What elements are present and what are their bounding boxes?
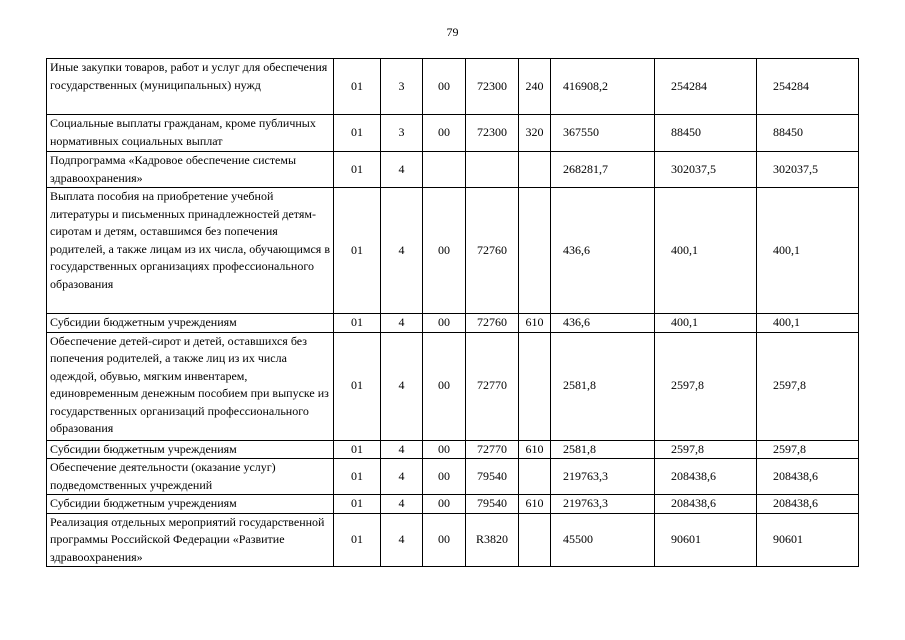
row-name: Субсидии бюджетным учреждениям bbox=[47, 495, 334, 514]
table-row bbox=[47, 332, 859, 440]
expense-type-code bbox=[519, 459, 551, 495]
row-name: Выплата пособия на приобретение учебной литературы и письменных принадлежностей детям-сиротам и детям, оставшимся без попечения родителей, а также лицам из их числа, обучающимся в государственных организациях профессионального образования bbox=[47, 188, 334, 314]
amount-col2: 208438,6 bbox=[655, 459, 757, 495]
amount-col2: 302037,5 bbox=[655, 152, 757, 188]
table-row bbox=[47, 115, 859, 152]
expense-type-code: 240 bbox=[519, 59, 551, 115]
subsection-code: 4 bbox=[381, 188, 423, 314]
section-code: 01 bbox=[334, 440, 381, 459]
sub-code: 00 bbox=[423, 459, 466, 495]
table-row bbox=[47, 495, 859, 514]
row-name: Подпрограмма «Кадровое обеспечение системы здравоохранения» bbox=[47, 152, 334, 188]
amount-col3: 88450 bbox=[757, 115, 859, 152]
subsection-code: 4 bbox=[381, 459, 423, 495]
target-code: 79540 bbox=[466, 495, 519, 514]
amount-col3: 208438,6 bbox=[757, 459, 859, 495]
table-row bbox=[47, 59, 859, 115]
page-number: 79 bbox=[446, 25, 459, 39]
section-code: 01 bbox=[334, 513, 381, 567]
table-row bbox=[47, 314, 859, 333]
section-code: 01 bbox=[334, 115, 381, 152]
subsection-code: 4 bbox=[381, 332, 423, 440]
sub-code: 00 bbox=[423, 188, 466, 314]
subsection-code: 3 bbox=[381, 115, 423, 152]
expense-type-code: 320 bbox=[519, 115, 551, 152]
subsection-code: 4 bbox=[381, 152, 423, 188]
row-name: Субсидии бюджетным учреждениям bbox=[47, 314, 334, 333]
section-code: 01 bbox=[334, 59, 381, 115]
sub-code: 00 bbox=[423, 495, 466, 514]
amount-col2: 90601 bbox=[655, 513, 757, 567]
amount-col3: 302037,5 bbox=[757, 152, 859, 188]
section-code: 01 bbox=[334, 188, 381, 314]
target-code: 72760 bbox=[466, 188, 519, 314]
target-code: 72300 bbox=[466, 59, 519, 115]
amount-col1: 268281,7 bbox=[551, 152, 655, 188]
amount-col1: 436,6 bbox=[551, 314, 655, 333]
amount-col3: 90601 bbox=[757, 513, 859, 567]
amount-col1: 367550 bbox=[551, 115, 655, 152]
table-row bbox=[47, 459, 859, 495]
amount-col1: 2581,8 bbox=[551, 440, 655, 459]
target-code: R3820 bbox=[466, 513, 519, 567]
sub-code: 00 bbox=[423, 513, 466, 567]
row-name: Обеспечение детей-сирот и детей, оставшихся без попечения родителей, а также лиц из их числа одеждой, обувью, мягким инвентарем, единовременным денежным пособием при выпуске из государственных организаций профессионального образования bbox=[47, 332, 334, 440]
amount-col3: 2597,8 bbox=[757, 332, 859, 440]
target-code: 79540 bbox=[466, 459, 519, 495]
amount-col3: 254284 bbox=[757, 59, 859, 115]
subsection-code: 4 bbox=[381, 513, 423, 567]
amount-col2: 254284 bbox=[655, 59, 757, 115]
amount-col3: 400,1 bbox=[757, 314, 859, 333]
target-code: 72770 bbox=[466, 332, 519, 440]
sub-code bbox=[423, 152, 466, 188]
target-code: 72760 bbox=[466, 314, 519, 333]
sub-code: 00 bbox=[423, 115, 466, 152]
amount-col3: 400,1 bbox=[757, 188, 859, 314]
row-name: Социальные выплаты гражданам, кроме публичных нормативных социальных выплат bbox=[47, 115, 334, 152]
budget-table bbox=[46, 58, 859, 567]
section-code: 01 bbox=[334, 495, 381, 514]
amount-col1: 45500 bbox=[551, 513, 655, 567]
target-code: 72300 bbox=[466, 115, 519, 152]
sub-code: 00 bbox=[423, 314, 466, 333]
amount-col2: 400,1 bbox=[655, 188, 757, 314]
section-code: 01 bbox=[334, 332, 381, 440]
subsection-code: 4 bbox=[381, 495, 423, 514]
amount-col1: 219763,3 bbox=[551, 495, 655, 514]
table-row bbox=[47, 513, 859, 567]
section-code: 01 bbox=[334, 152, 381, 188]
sub-code: 00 bbox=[423, 59, 466, 115]
row-name: Реализация отдельных мероприятий государственной программы Российской Федерации «Развитие здравоохранения» bbox=[47, 513, 334, 567]
table-row bbox=[47, 188, 859, 314]
amount-col3: 2597,8 bbox=[757, 440, 859, 459]
amount-col2: 88450 bbox=[655, 115, 757, 152]
target-code: 72770 bbox=[466, 440, 519, 459]
row-name: Субсидии бюджетным учреждениям bbox=[47, 440, 334, 459]
amount-col2: 2597,8 bbox=[655, 332, 757, 440]
amount-col1: 416908,2 bbox=[551, 59, 655, 115]
subsection-code: 4 bbox=[381, 440, 423, 459]
subsection-code: 4 bbox=[381, 314, 423, 333]
amount-col2: 400,1 bbox=[655, 314, 757, 333]
table-row bbox=[47, 152, 859, 188]
amount-col1: 2581,8 bbox=[551, 332, 655, 440]
target-code bbox=[466, 152, 519, 188]
amount-col2: 2597,8 bbox=[655, 440, 757, 459]
expense-type-code bbox=[519, 152, 551, 188]
row-name: Иные закупки товаров, работ и услуг для обеспечения государственных (муниципальных) нужд bbox=[47, 59, 334, 115]
amount-col1: 436,6 bbox=[551, 188, 655, 314]
expense-type-code: 610 bbox=[519, 314, 551, 333]
expense-type-code bbox=[519, 188, 551, 314]
subsection-code: 3 bbox=[381, 59, 423, 115]
expense-type-code bbox=[519, 513, 551, 567]
amount-col2: 208438,6 bbox=[655, 495, 757, 514]
section-code: 01 bbox=[334, 314, 381, 333]
row-name: Обеспечение деятельности (оказание услуг) подведомственных учреждений bbox=[47, 459, 334, 495]
expense-type-code: 610 bbox=[519, 495, 551, 514]
expense-type-code bbox=[519, 332, 551, 440]
amount-col3: 208438,6 bbox=[757, 495, 859, 514]
amount-col1: 219763,3 bbox=[551, 459, 655, 495]
sub-code: 00 bbox=[423, 440, 466, 459]
expense-type-code: 610 bbox=[519, 440, 551, 459]
sub-code: 00 bbox=[423, 332, 466, 440]
section-code: 01 bbox=[334, 459, 381, 495]
table-row bbox=[47, 440, 859, 459]
